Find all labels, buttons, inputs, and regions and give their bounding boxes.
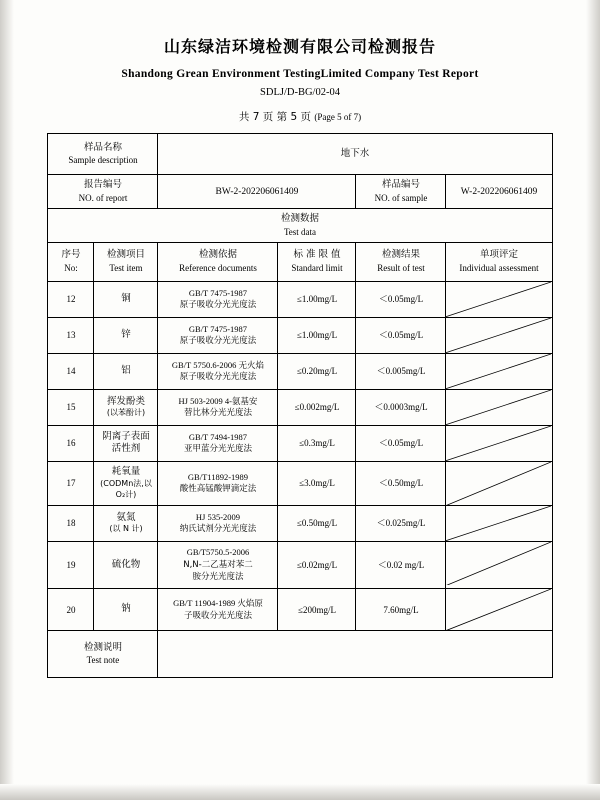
cell-no bbox=[48, 353, 94, 389]
diagonal-strike-icon bbox=[446, 462, 551, 506]
cell-reference-line2: 子吸收分光光度法 bbox=[183, 610, 252, 621]
diagonal-strike-icon bbox=[446, 282, 551, 317]
cell-item-sub: (以苯酚计) bbox=[106, 408, 146, 418]
column-header-limit bbox=[278, 242, 356, 281]
cell-reference-line1: HJ 503-2009 4-氨基安 bbox=[178, 395, 258, 406]
column-header-result-en: Result of test bbox=[377, 263, 425, 274]
cell-result bbox=[356, 281, 446, 317]
diagonal-strike-icon bbox=[446, 318, 551, 353]
column-header-result bbox=[356, 242, 446, 281]
cell-result bbox=[356, 461, 446, 505]
cell-reference-line2: N,N-二乙基对苯二 bbox=[183, 559, 253, 570]
report-number-label-cn: 报告编号 bbox=[83, 179, 122, 190]
cell-reference-line1: GB/T 7475-1987 bbox=[188, 323, 248, 334]
cell-reference-line1: GB/T11892-1989 bbox=[187, 471, 249, 482]
cell-no-text: 16 bbox=[66, 438, 76, 449]
column-header-item-cn: 检测项目 bbox=[106, 249, 145, 261]
report-number-value-text: BW-2-202206061409 bbox=[215, 186, 299, 197]
cell-item bbox=[94, 281, 158, 317]
cell-limit-text: ≤3.0mg/L bbox=[299, 478, 335, 489]
cell-assessment bbox=[446, 505, 552, 541]
cell-result-text: ＜0.02 mg/L bbox=[377, 559, 425, 570]
cell-item-cn: 钠 bbox=[121, 603, 131, 615]
cell-no bbox=[48, 389, 94, 425]
cell-item-cn: 硫化物 bbox=[111, 558, 141, 570]
cell-limit bbox=[278, 541, 356, 588]
cell-item bbox=[94, 541, 158, 588]
cell-reference-line1: GB/T 5750.6-2006 无火焰 bbox=[171, 359, 265, 370]
cell-limit bbox=[278, 461, 356, 505]
report-number-label-en: NO. of report bbox=[78, 192, 128, 203]
cell-reference-line2: 原子吸收分光光度法 bbox=[179, 372, 257, 383]
cell-assessment bbox=[446, 281, 552, 317]
sample-description-value bbox=[158, 134, 552, 175]
diagonal-strike-icon bbox=[446, 542, 551, 586]
table-row bbox=[48, 281, 552, 317]
cell-assessment bbox=[446, 425, 552, 461]
cell-item-sub: (以 N 计) bbox=[109, 524, 143, 534]
column-header-reference-en: Reference documents bbox=[179, 263, 257, 274]
document-code: SDLJ/D-BG/02-04 bbox=[260, 87, 340, 98]
cell-result bbox=[356, 353, 446, 389]
cell-result-text: ＜0.005mg/L bbox=[376, 366, 426, 377]
table-row bbox=[48, 541, 552, 588]
cell-no bbox=[48, 541, 94, 588]
report-table bbox=[47, 133, 552, 678]
cell-item-cn: 铜 bbox=[121, 293, 131, 304]
test-note-label bbox=[48, 631, 158, 678]
cell-reference bbox=[158, 425, 278, 461]
column-header-result-cn: 检测结果 bbox=[381, 249, 420, 261]
test-note-value bbox=[158, 631, 552, 678]
cell-reference-line2: 原子吸收分光光度法 bbox=[179, 336, 257, 347]
cell-result-text: ＜0.025mg/L bbox=[376, 518, 426, 529]
cell-result-text: ＜0.05mg/L bbox=[378, 438, 424, 449]
cell-no bbox=[48, 281, 94, 317]
column-header-no-en: No: bbox=[64, 263, 78, 274]
sample-number-label bbox=[356, 175, 446, 209]
column-header-assessment bbox=[446, 242, 552, 281]
column-header-assessment-cn: 单项评定 bbox=[479, 249, 518, 261]
cell-no bbox=[48, 317, 94, 353]
test-note-label-en: Test note bbox=[86, 655, 120, 666]
cell-limit bbox=[278, 425, 356, 461]
page-counter-en: (Page 5 of 7) bbox=[314, 112, 362, 122]
cell-no-text: 17 bbox=[66, 478, 76, 489]
cell-no bbox=[48, 505, 94, 541]
cell-item-cn: 铝 bbox=[121, 365, 131, 376]
cell-item-cn: 锌 bbox=[121, 329, 131, 340]
column-header-assessment-en: Individual assessment bbox=[459, 263, 539, 274]
cell-item bbox=[94, 461, 158, 505]
column-header-item bbox=[94, 242, 158, 281]
page-title-en: Shandong Grean Environment TestingLimited Company Test Report bbox=[121, 68, 479, 80]
cell-reference-line2: 纳氏试剂分光光度法 bbox=[179, 524, 257, 535]
cell-no-text: 15 bbox=[66, 402, 76, 413]
cell-result bbox=[356, 389, 446, 425]
cell-no-text: 13 bbox=[66, 330, 76, 341]
cell-item bbox=[94, 353, 158, 389]
cell-reference-line1: GB/T 11904-1989 火焰原 bbox=[173, 597, 263, 608]
test-note-row bbox=[48, 631, 552, 678]
diagonal-strike-icon bbox=[446, 354, 551, 389]
table-row bbox=[48, 425, 552, 461]
cell-no-text: 20 bbox=[66, 604, 76, 615]
column-header-limit-en: Standard limit bbox=[291, 263, 343, 274]
sample-number-value bbox=[446, 175, 552, 209]
cell-reference bbox=[158, 281, 278, 317]
cell-limit-text: ≤0.3mg/L bbox=[299, 438, 335, 449]
sample-description-label-en: Sample description bbox=[68, 155, 138, 166]
cell-limit-text: ≤0.002mg/L bbox=[294, 402, 340, 413]
cell-assessment bbox=[446, 389, 552, 425]
table-row bbox=[48, 317, 552, 353]
page-title-cn: 山东绿洁环境检测有限公司检测报告 bbox=[163, 37, 436, 56]
cell-reference bbox=[158, 589, 278, 631]
cell-result bbox=[356, 425, 446, 461]
test-data-title bbox=[48, 208, 552, 242]
report-number-label bbox=[48, 175, 158, 209]
test-note-label-cn: 检测说明 bbox=[83, 641, 122, 653]
cell-limit bbox=[278, 389, 356, 425]
table-header-row bbox=[48, 242, 552, 281]
cell-no-text: 18 bbox=[66, 518, 76, 529]
page-counter-cn: 共 7 页 第 5 页 bbox=[238, 111, 311, 123]
cell-reference-line3: 胺分光光度法 bbox=[192, 572, 244, 583]
table-row bbox=[48, 353, 552, 389]
table-row bbox=[48, 505, 552, 541]
cell-result bbox=[356, 541, 446, 588]
cell-item-sub: 活性剂 bbox=[111, 443, 141, 455]
cell-reference bbox=[158, 461, 278, 505]
cell-result-text: ＜0.05mg/L bbox=[378, 294, 424, 305]
cell-item-cn: 耗氧量 bbox=[111, 466, 141, 478]
page-counter bbox=[0, 109, 600, 124]
cell-item bbox=[94, 389, 158, 425]
cell-item bbox=[94, 589, 158, 631]
test-data-title-cn: 检测数据 bbox=[280, 212, 319, 224]
diagonal-strike-icon bbox=[446, 426, 551, 461]
column-header-no-cn: 序号 bbox=[61, 249, 81, 261]
sample-description-label bbox=[48, 134, 158, 175]
cell-limit-text: ≤200mg/L bbox=[298, 604, 336, 615]
cell-item-cn: 挥发酚类 bbox=[106, 395, 145, 407]
cell-reference bbox=[158, 353, 278, 389]
cell-limit bbox=[278, 353, 356, 389]
scan-edge-right bbox=[586, 0, 600, 800]
cell-limit bbox=[278, 317, 356, 353]
cell-item-cn: 氨氮 bbox=[116, 511, 136, 523]
cell-assessment bbox=[446, 353, 552, 389]
test-data-title-row bbox=[48, 208, 552, 242]
report-number-row bbox=[48, 175, 552, 209]
cell-reference bbox=[158, 317, 278, 353]
document-header bbox=[0, 0, 600, 98]
cell-result bbox=[356, 317, 446, 353]
cell-no-text: 19 bbox=[66, 559, 76, 570]
diagonal-strike-icon bbox=[446, 589, 551, 631]
cell-result bbox=[356, 589, 446, 631]
cell-reference-line1: GB/T5750.5-2006 bbox=[186, 546, 250, 557]
cell-result-text: ＜0.0003mg/L bbox=[374, 402, 428, 413]
cell-result-text: ＜0.50mg/L bbox=[378, 478, 424, 489]
sample-number-label-en: NO. of sample bbox=[374, 192, 428, 203]
column-header-reference bbox=[158, 242, 278, 281]
cell-limit-text: ≤0.20mg/L bbox=[296, 366, 338, 377]
cell-result-text: 7.60mg/L bbox=[383, 604, 419, 615]
report-number-value bbox=[158, 175, 356, 209]
table-row bbox=[48, 389, 552, 425]
cell-no bbox=[48, 461, 94, 505]
cell-item bbox=[94, 505, 158, 541]
column-header-item-en: Test item bbox=[109, 263, 143, 274]
sample-description-row bbox=[48, 134, 552, 175]
cell-item bbox=[94, 317, 158, 353]
cell-item-cn: 阴离子表面 bbox=[102, 430, 150, 442]
cell-reference bbox=[158, 541, 278, 588]
cell-reference-line1: HJ 535-2009 bbox=[195, 511, 241, 522]
cell-no-text: 12 bbox=[66, 294, 76, 305]
cell-reference bbox=[158, 505, 278, 541]
table-row bbox=[48, 589, 552, 631]
cell-no bbox=[48, 589, 94, 631]
test-data-title-en: Test data bbox=[283, 226, 317, 237]
sample-description-label-cn: 样品名称 bbox=[83, 141, 122, 153]
diagonal-strike-icon bbox=[446, 390, 551, 425]
cell-limit-text: ≤0.02mg/L bbox=[296, 559, 338, 570]
cell-assessment bbox=[446, 541, 552, 588]
scan-edge-bottom bbox=[0, 784, 600, 800]
cell-limit-text: ≤1.00mg/L bbox=[296, 294, 338, 305]
cell-reference-line2: 原子吸收分光光度法 bbox=[179, 300, 257, 311]
cell-item-sub: (CODMn法,以 O₂计) bbox=[100, 479, 152, 499]
cell-limit-text: ≤1.00mg/L bbox=[296, 330, 338, 341]
cell-limit bbox=[278, 505, 356, 541]
cell-item bbox=[94, 425, 158, 461]
cell-no-text: 14 bbox=[66, 366, 76, 377]
sample-number-label-cn: 样品编号 bbox=[381, 179, 420, 190]
cell-assessment bbox=[446, 461, 552, 505]
column-header-reference-cn: 检测依据 bbox=[198, 249, 237, 261]
cell-reference-line2: 替比林分光光度法 bbox=[183, 408, 252, 419]
cell-limit bbox=[278, 281, 356, 317]
cell-assessment bbox=[446, 589, 552, 631]
cell-reference-line1: GB/T 7475-1987 bbox=[188, 287, 248, 298]
cell-limit-text: ≤0.50mg/L bbox=[296, 518, 338, 529]
sample-description-value-text: 地下水 bbox=[340, 147, 370, 159]
diagonal-strike-icon bbox=[446, 506, 551, 541]
cell-no bbox=[48, 425, 94, 461]
cell-result-text: ＜0.05mg/L bbox=[378, 330, 424, 341]
table-row bbox=[48, 461, 552, 505]
cell-reference-line2: 酸性高锰酸钾滴定法 bbox=[179, 484, 257, 495]
cell-assessment bbox=[446, 317, 552, 353]
cell-result bbox=[356, 505, 446, 541]
column-header-limit-cn: 标 准 限 值 bbox=[293, 249, 341, 261]
cell-reference-line1: GB/T 7494-1987 bbox=[188, 431, 248, 442]
column-header-no bbox=[48, 242, 94, 281]
cell-limit bbox=[278, 589, 356, 631]
sample-number-value-text: W-2-202206061409 bbox=[460, 186, 538, 197]
scan-edge-left bbox=[0, 0, 14, 800]
cell-reference-line2: 亚甲蓝分光光度法 bbox=[183, 444, 252, 455]
cell-reference bbox=[158, 389, 278, 425]
